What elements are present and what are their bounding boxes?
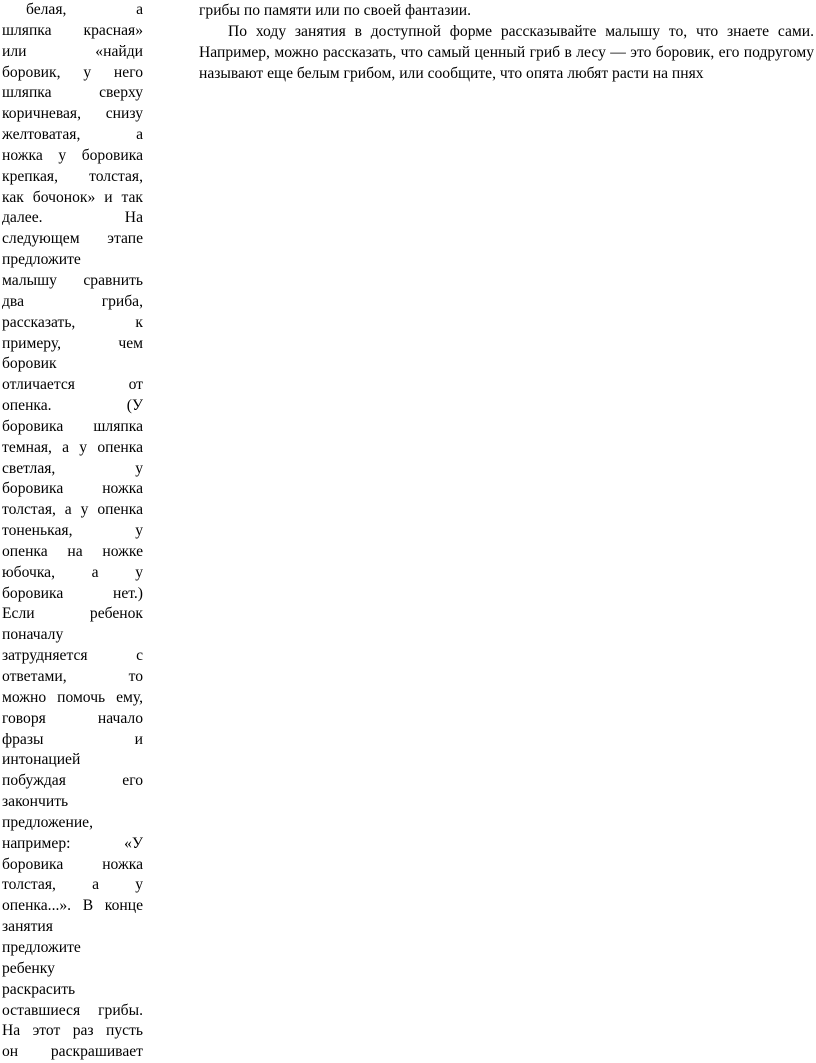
left-column-line: интонацией <box>2 751 81 769</box>
paragraph-body: По ходу занятия в доступной форме рассказывайте малышу то, что знаете сами. Например, можно рассказать, что самый ценный гриб в лесу — это боровик, его подругому называют еще белым грибом, или сообщите, что опята любят расти на пнях <box>199 23 814 82</box>
left-column-line: боровик <box>2 355 57 373</box>
left-column-line: затрудняется с <box>2 647 143 665</box>
paragraph-continuation: грибы по памяти или по своей фантазии. <box>199 2 472 19</box>
left-column-line: светлая, у <box>2 459 143 477</box>
left-column-line: белая, а <box>26 1 143 18</box>
left-column-line: коричневая, снизу <box>2 105 143 123</box>
left-column-line: он раскрашивает <box>2 1043 143 1061</box>
left-column-line: шляпка сверху <box>2 84 143 102</box>
left-column-line: юбочка, а у <box>2 563 143 581</box>
left-column-line: темная, а у опенка <box>2 438 143 456</box>
left-text-column <box>2 0 143 1063</box>
left-column-line: опенка. (У <box>2 397 143 415</box>
left-column-line: говоря начало <box>2 709 143 727</box>
left-column-line: отличается от <box>2 376 143 394</box>
left-column-line: ребенку <box>2 959 55 977</box>
left-column-line: следующем этапе <box>2 230 143 248</box>
left-column-line: раскрасить <box>2 980 76 998</box>
left-column-line: фразы и <box>2 730 143 748</box>
left-column-line: опенка на ножке <box>2 542 143 560</box>
left-column-line: малышу сравнить <box>2 271 143 289</box>
left-column-line: толстая, а у <box>2 876 143 894</box>
left-column-line: На этот раз пусть <box>2 1022 143 1040</box>
left-column-line: боровика ножка <box>2 855 143 873</box>
left-column-line: тоненькая, у <box>2 522 143 540</box>
left-column-line: толстая, а у опенка <box>2 501 143 519</box>
left-column-line: побуждая его <box>2 772 143 790</box>
left-column-line: предложите <box>2 251 81 269</box>
left-column-line: ножка у боровика <box>2 146 143 164</box>
left-column-line: или «найди <box>2 42 143 60</box>
left-column-line: далее. На <box>2 209 143 227</box>
left-column-line: примеру, чем <box>2 334 143 352</box>
left-column-line: Если ребенок <box>2 605 143 623</box>
right-text-column <box>199 0 814 84</box>
left-column-line: два гриба, <box>2 292 143 310</box>
left-column-line: например: «У <box>2 834 143 852</box>
left-column-line: рассказать, к <box>2 313 143 331</box>
left-column-line: боровика шляпка <box>2 417 143 435</box>
left-column-line: поначалу <box>2 626 64 644</box>
left-column-line: крепкая, толстая, <box>2 167 143 185</box>
left-column-line: боровика ножка <box>2 480 143 498</box>
left-column-line: шляпка красная» <box>2 21 143 39</box>
left-column-line: боровика нет.) <box>2 584 143 602</box>
left-column-line: оставшиеся грибы. <box>2 1001 143 1019</box>
left-column-line: желтоватая, а <box>2 126 143 144</box>
left-column-line: как бочонок» и так <box>2 188 143 206</box>
left-column-line: опенка...». В конце <box>2 897 143 915</box>
left-column-line: предложение, <box>2 813 93 831</box>
left-column-line: предложите <box>2 938 81 956</box>
left-column-line: боровик, у него <box>2 63 143 81</box>
left-column-line: можно помочь ему, <box>2 688 143 706</box>
left-column-line: занятия <box>2 918 53 936</box>
left-column-line: закончить <box>2 793 69 811</box>
left-column-line: ответами, то <box>2 668 143 685</box>
